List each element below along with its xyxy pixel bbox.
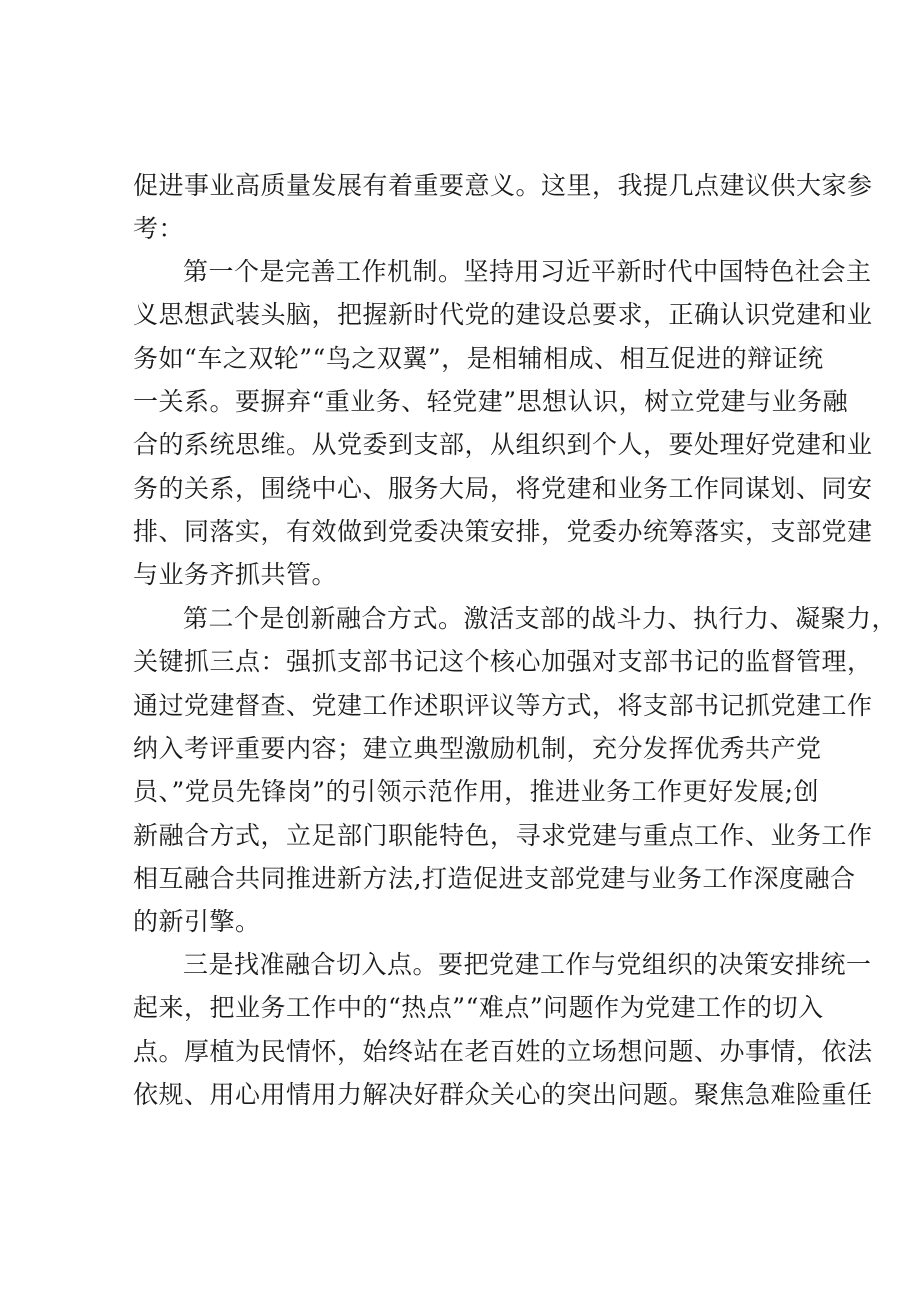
document-body — [133, 0, 898, 1301]
paragraph-line: 新融合方式，立足部门职能特色，寻求党建与重点工作、业务工作 — [133, 820, 873, 850]
paragraph-line: 排、同落实，有效做到党委决策安排，党委办统筹落实，支部党建 — [133, 516, 873, 546]
paragraph-line: 义思想武装头脑，把握新时代党的建设总要求，正确认识党建和业 — [133, 300, 873, 330]
paragraph-line: 第二个是创新融合方式。激活支部的战斗力、执行力、凝聚力， — [183, 604, 898, 633]
paragraph-line: 点。厚植为民情怀，始终站在老百姓的立场想问题、办事情，依法 — [133, 1036, 873, 1066]
paragraph-line: 依规、用心用情用力解决好群众关心的突出问题。聚焦急难险重任 — [133, 1079, 873, 1109]
paragraph-line: 纳入考评重要内容；建立典型激励机制，充分发挥优秀共产党 — [133, 733, 822, 763]
paragraph-line: 关键抓三点：强抓支部书记这个核心加强对支部书记的监督管理， — [133, 647, 873, 677]
paragraph-line: 与业务齐抓共管。 — [133, 560, 338, 590]
paragraph-line: 考： — [133, 214, 185, 244]
paragraph-line: 促进事业高质量发展有着重要意义。这里，我提几点建议供大家参 — [133, 171, 873, 200]
paragraph-line: 通过党建督查、党建工作述职评议等方式，将支部书记抓党建工作 — [133, 690, 873, 720]
paragraph-line: 第一个是完善工作机制。坚持用习近平新时代中国特色社会主 — [183, 257, 872, 286]
paragraph-line: 三是找准融合切入点。要把党建工作与党组织的决策安排统一 — [183, 950, 872, 979]
paragraph-line: 一关系。要摒弃“重业务、轻党建”思想认识，树立党建与业务融 — [133, 386, 849, 416]
paragraph-line: 务如“车之双轮”“鸟之双翼”，是相辅相成、相互促进的辩证统 — [133, 343, 824, 373]
paragraph-line: 员、”党员先锋岗”的引领示范作用，推进业务工作更好发展;创 — [133, 777, 819, 807]
paragraph-line: 相互融合共同推进新方法,打造促进支部党建与业务工作深度融合 — [133, 863, 856, 893]
paragraph-line: 合的系统思维。从党委到支部，从组织到个人，要处理好党建和业 — [133, 430, 873, 460]
paragraph-line: 的新引擎。 — [133, 907, 261, 937]
paragraph-line: 起来，把业务工作中的“热点”“难点”问题作为党建工作的切入 — [133, 993, 824, 1023]
paragraph-line: 务的关系，围绕中心、服务大局，将党建和业务工作同谋划、同安 — [133, 473, 873, 503]
